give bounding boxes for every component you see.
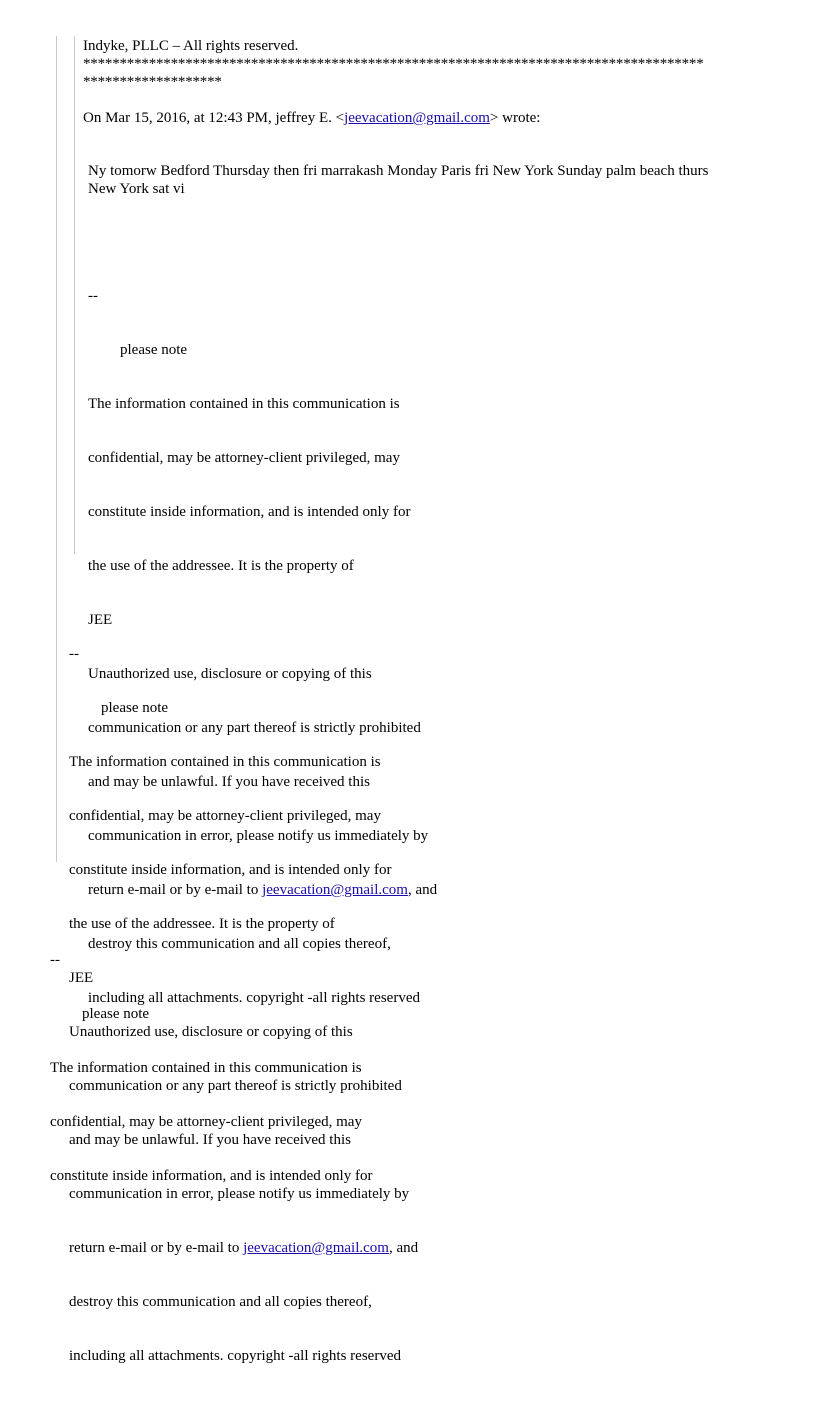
signature-line: confidential, may be attorney-client privileged, may bbox=[88, 450, 400, 466]
signature-line: communication in error, please notify us immediately by bbox=[88, 828, 429, 844]
sender-email-link[interactable]: jeevacation@gmail.com bbox=[344, 110, 490, 126]
signature-line: Unauthorized use, disclosure or copying of this bbox=[88, 666, 372, 682]
separator-stars: ************************************************************************************* bbox=[83, 56, 704, 72]
signature-line: The information contained in this communication is bbox=[69, 754, 381, 770]
signature-line: communication in error, please notify us immediately by bbox=[69, 1186, 410, 1202]
signature-line: the use of the addressee. It is the property of bbox=[88, 558, 354, 574]
signature-line: confidential, may be attorney-client privileged, may bbox=[69, 808, 381, 824]
signature-line: communication or any part thereof is strictly prohibited bbox=[88, 720, 421, 736]
signature-email-link[interactable]: jeevacation@gmail.com bbox=[243, 1240, 389, 1256]
signature-line: JEE bbox=[88, 612, 113, 628]
signature-line: confidential, may be attorney-client privileged, may bbox=[50, 1114, 362, 1130]
signature-line: and may be unlawful. If you have received this bbox=[88, 774, 370, 790]
signature-line: constitute inside information, and is intended only for bbox=[50, 1168, 373, 1184]
signature-line: destroy this communication and all copies thereof, bbox=[88, 936, 391, 952]
signature-line: and may be unlawful. If you have received this bbox=[69, 1132, 351, 1148]
reply-intro-prefix: On Mar 15, 2016, at 12:43 PM, jeffrey E. < bbox=[83, 110, 345, 126]
signature-email-link[interactable]: jeevacation@gmail.com bbox=[262, 882, 408, 898]
message-body-line: New York sat vi bbox=[88, 181, 185, 197]
reply-intro bbox=[83, 109, 540, 127]
please-note: please note bbox=[82, 1006, 150, 1022]
signature-line: JEE bbox=[69, 970, 94, 986]
signature-line: destroy this communication and all copies thereof, bbox=[69, 1294, 372, 1310]
signature-line: communication or any part thereof is strictly prohibited bbox=[69, 1078, 402, 1094]
copyright-line: Indyke, PLLC – All rights reserved. bbox=[83, 38, 299, 54]
signature-line: constitute inside information, and is intended only for bbox=[88, 504, 411, 520]
signature-dashes: -- bbox=[88, 288, 98, 304]
signature-line: Unauthorized use, disclosure or copying of this bbox=[69, 1024, 353, 1040]
signature-dashes: -- bbox=[69, 646, 79, 662]
signature-dashes: -- bbox=[50, 952, 60, 968]
signature-line: The information contained in this communication is bbox=[88, 396, 400, 412]
signature-line: including all attachments. copyright -all rights reserved bbox=[88, 990, 420, 1006]
please-note: please note bbox=[120, 342, 188, 358]
signature-line: constitute inside information, and is intended only for bbox=[69, 862, 392, 878]
signature-line: The information contained in this communication is bbox=[50, 1060, 362, 1076]
separator-stars-continued: ******************* bbox=[83, 74, 222, 90]
signature-return-line: return e-mail or by e-mail to jeevacation@gmail.com, and bbox=[88, 882, 438, 898]
reply-intro-suffix: > wrote: bbox=[489, 110, 541, 126]
please-note: please note bbox=[101, 700, 169, 716]
signature-line: the use of the addressee. It is the property of bbox=[69, 916, 335, 932]
signature-return-line: return e-mail or by e-mail to jeevacation@gmail.com, and bbox=[69, 1240, 419, 1256]
signature-block bbox=[50, 915, 372, 1221]
signature-line: including all attachments. copyright -all rights reserved bbox=[69, 1348, 401, 1364]
message-body-line: Ny tomorw Bedford Thursday then fri marrakash Monday Paris fri New York Sunday palm beach thurs bbox=[88, 163, 709, 179]
